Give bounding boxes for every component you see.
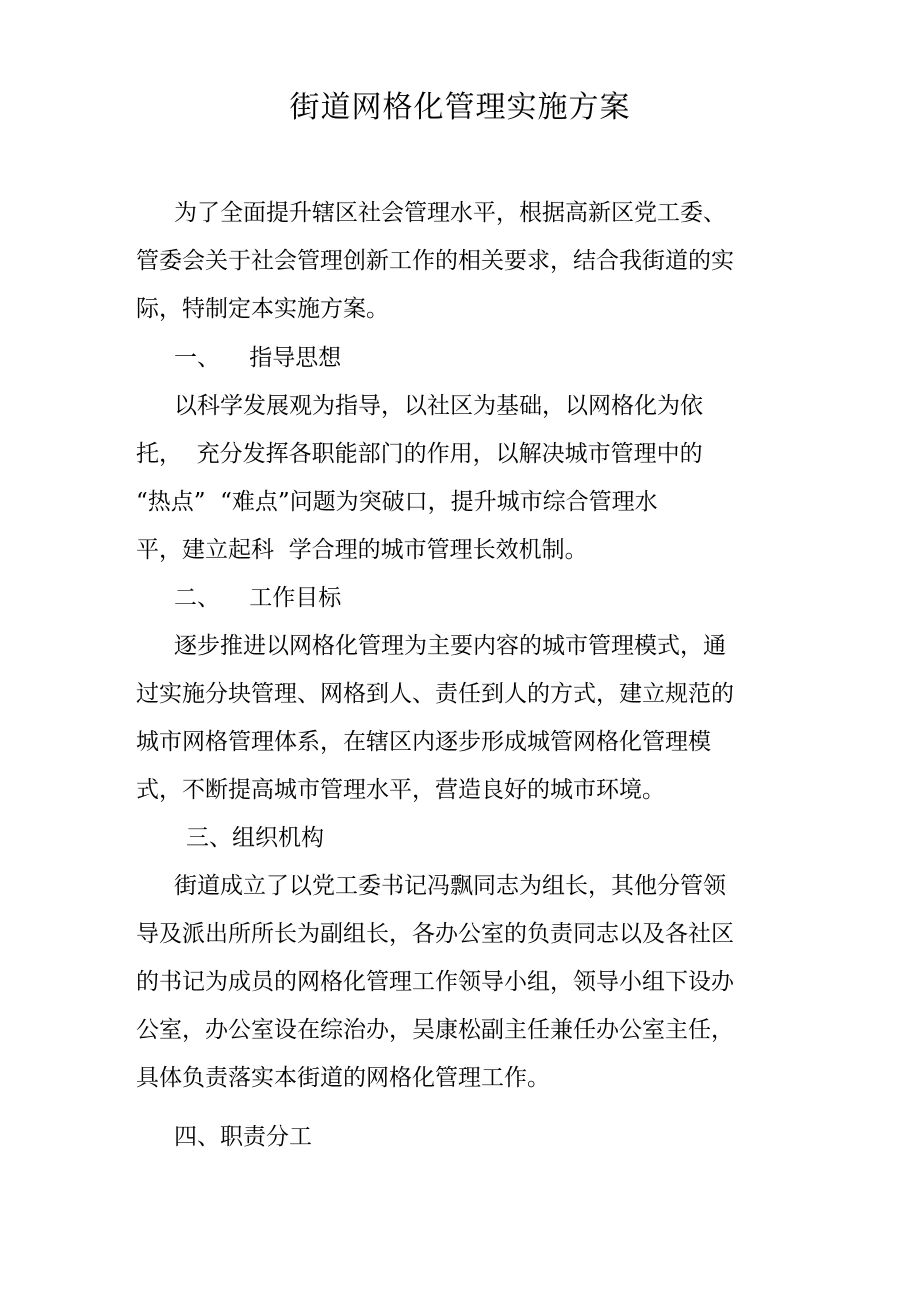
paragraph-line: 公室，办公室设在综治办，吴康松副主任兼任办公室主任， xyxy=(136,1017,734,1043)
section-heading: 二、 工作目标 xyxy=(174,585,342,611)
paragraph-line: 具体负责落实本街道的网格化管理工作。 xyxy=(136,1065,550,1091)
paragraph-line: 城市网格管理体系，在辖区内逐步形成城管网格化管理模 xyxy=(136,729,711,755)
paragraph-line: 为了全面提升辖区社会管理水平，根据高新区党工委、 xyxy=(174,200,726,226)
paragraph-line: 的书记为成员的网格化管理工作领导小组，领导小组下设办 xyxy=(136,969,734,995)
paragraph-line: 逐步推进以网格化管理为主要内容的城市管理模式，通 xyxy=(174,633,726,659)
paragraph-line: 管委会关于社会管理创新工作的相关要求，结合我街道的实 xyxy=(136,248,734,274)
paragraph-line: “热点” “难点”问题为突破口，提升城市综合管理水 xyxy=(136,489,658,515)
section-heading: 一、 指导思想 xyxy=(174,345,342,371)
paragraph-line: 托， 充分发挥各职能部门的作用，以解决城市管理中的 xyxy=(136,441,703,467)
paragraph-line: 街道成立了以党工委书记冯飘同志为组长，其他分管领 xyxy=(174,873,726,899)
paragraph-line: 式，不断提高城市管理水平，营造良好的城市环境。 xyxy=(136,777,665,803)
paragraph-line: 导及派出所所长为副组长，各办公室的负责同志以及各社区 xyxy=(136,921,734,947)
section-heading: 三、组织机构 xyxy=(186,825,324,851)
paragraph-line: 平，建立起科 学合理的城市管理长效机制。 xyxy=(136,537,588,563)
paragraph-line: 以科学发展观为指导，以社区为基础，以网格化为依 xyxy=(174,393,703,419)
document-title: 街道网格化管理实施方案 xyxy=(289,90,631,125)
section-heading: 四、职责分工 xyxy=(174,1124,312,1150)
paragraph-line: 过实施分块管理、网格到人、责任到人的方式，建立规范的 xyxy=(136,681,734,707)
paragraph-line: 际，特制定本实施方案。 xyxy=(136,296,389,322)
